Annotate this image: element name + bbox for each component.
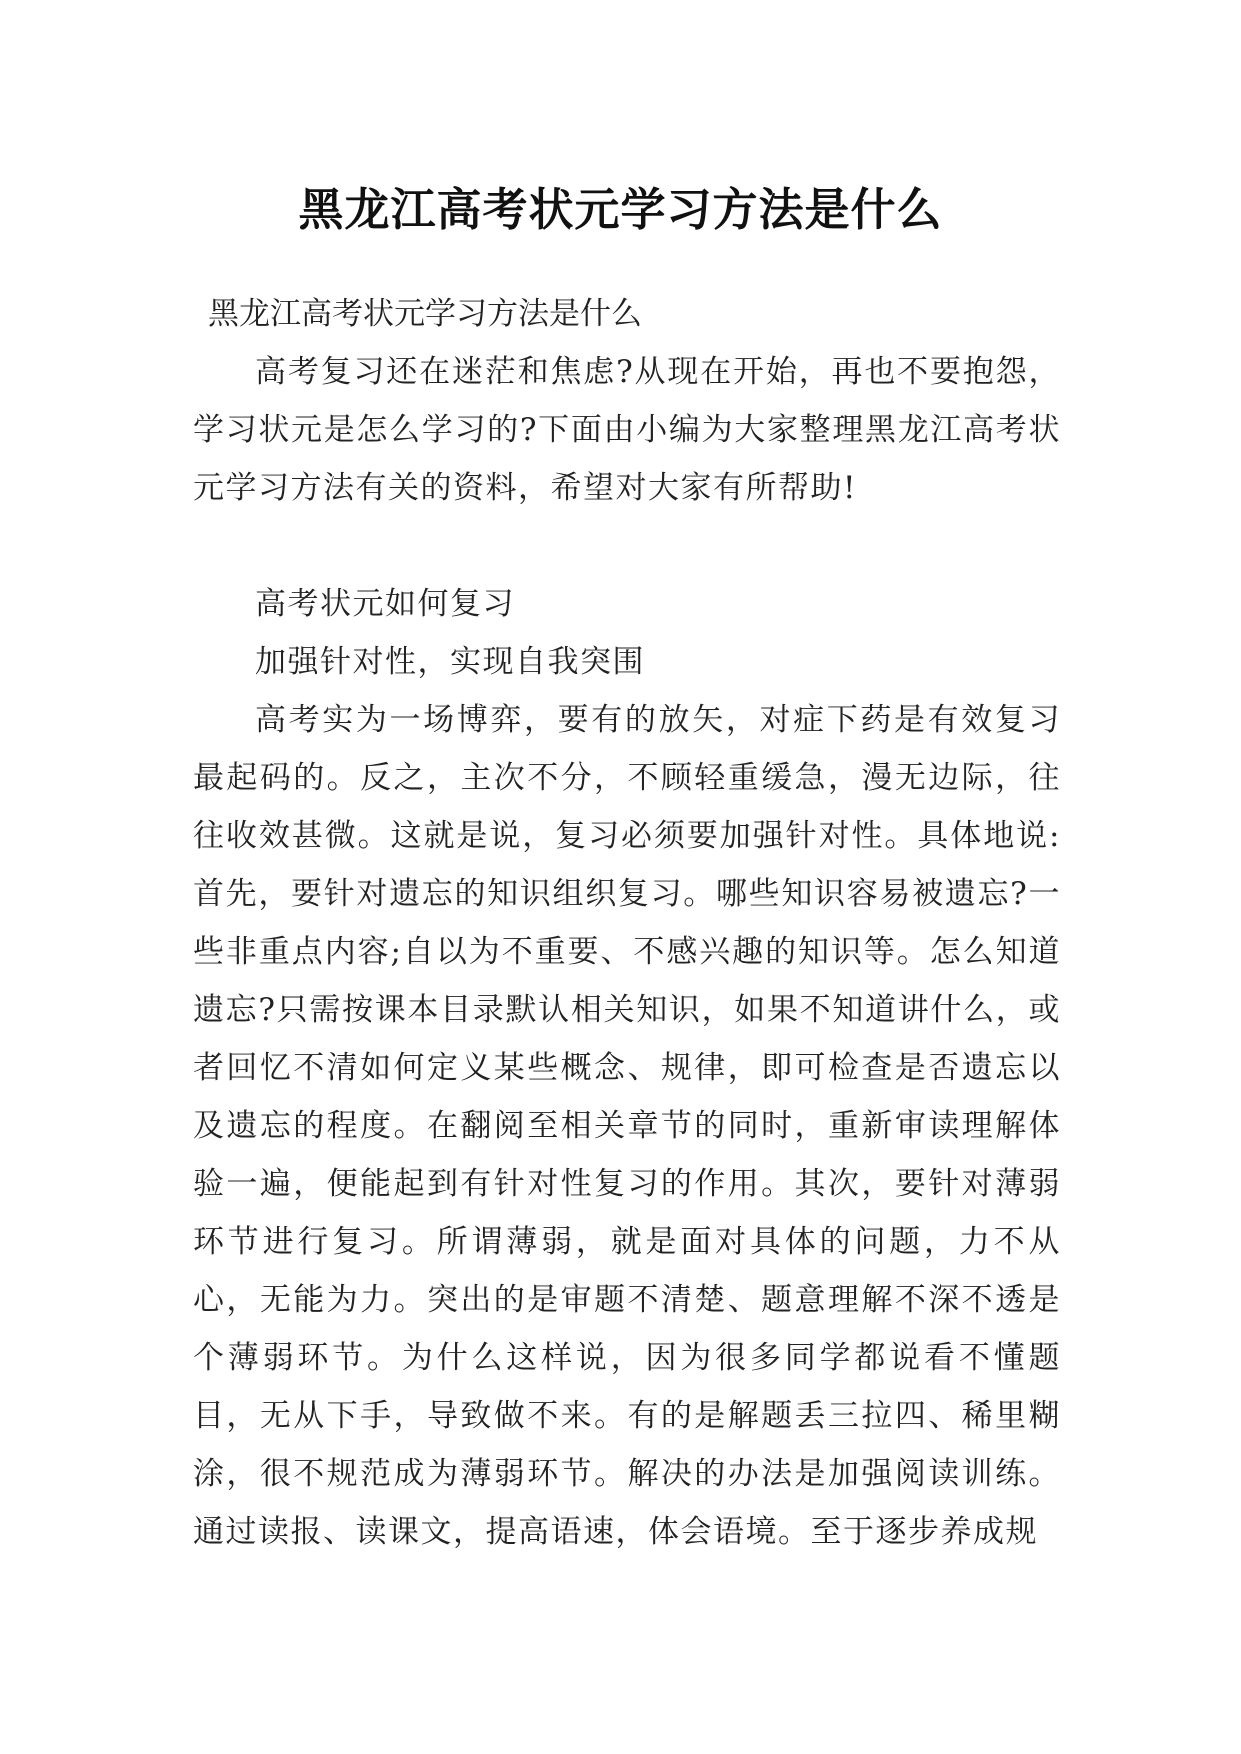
sub-heading: 加强针对性，实现自我突围 — [255, 644, 645, 680]
body-paragraph: 高考实为一场博弈，要有的放矢，对症下药是有效复习最起码的。反之，主次不分，不顾轻重缓急，漫无边际，往往收效甚微。这就是说，复习必须要加强针对性。具体地说:首先，要针对遗忘的知识组织复习。哪些知识容易被遗忘?一些非重点内容;自以为不重要、不感兴趣的知识等。怎么知道遗忘?只需按课本目录默认相关知识，如果不知道讲什么，或者回忆不清如何定义某些概念、规律，即可检查是否遗忘以及遗忘的程度。在翻阅至相关章节的同时，重新审读理解体验一遍，便能起到有针对性复习的作用。其次，要针对薄弱环节进行复习。所谓薄弱，就是面对具体的问题，力不从心，无能为力。突出的是审题不清楚、题意理解不深不透是个薄弱环节。为什么这样说，因为很多同学都说看不懂题目，无从下手，导致做不来。有的是解题丢三拉四、稀里糊涂，很不规范成为薄弱环节。解决的办法是加强阅读训练。通过读报、读课文，提高语速，体会语境。至于逐步养成规 — [193, 702, 1061, 1550]
document-body — [193, 285, 1061, 1561]
section-heading: 高考状元如何复习 — [255, 586, 515, 622]
subtitle-line: 黑龙江高考状元学习方法是什么 — [208, 296, 642, 332]
document-title: 黑龙江高考状元学习方法是什么 — [298, 183, 943, 237]
intro-paragraph: 高考复习还在迷茫和焦虑?从现在开始，再也不要抱怨，学习状元是怎么学习的?下面由小编为大家整理黑龙江高考状元学习方法有关的资料，希望对大家有所帮助! — [193, 354, 1061, 506]
